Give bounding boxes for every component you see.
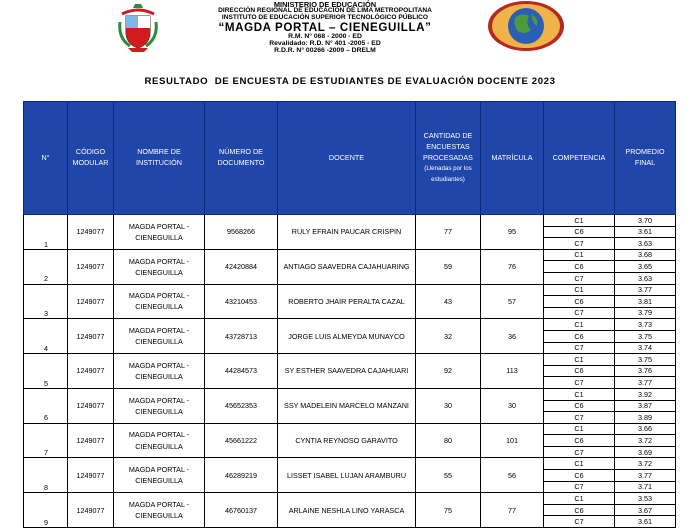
final-average-cell: 3.70 — [615, 215, 676, 227]
row-number: 1 — [24, 215, 68, 250]
table-row — [24, 388, 676, 400]
teacher-name-cell: JORGE LUIS ALMEYDA MUNAYCO — [278, 319, 416, 354]
competency-cell: C6 — [544, 330, 615, 342]
final-average-cell: 3.89 — [615, 412, 676, 424]
competency-cell: C7 — [544, 481, 615, 493]
teacher-name-cell: ROBERTO JHAIR PERALTA CAZAL — [278, 284, 416, 319]
table-row — [24, 249, 676, 261]
institution-cell: MAGDA PORTAL - CIENEGUILLA — [114, 284, 205, 319]
surveys-processed-cell: 92 — [416, 354, 481, 389]
institution-cell: MAGDA PORTAL - CIENEGUILLA — [114, 423, 205, 458]
letterhead — [0, 0, 700, 58]
final-average-cell: 3.61 — [615, 226, 676, 238]
document-number-cell: 9568266 — [205, 215, 278, 250]
column-header-codigo-modular: CÓDIGO MODULAR — [68, 102, 114, 215]
enrollment-cell: 76 — [481, 249, 544, 284]
competency-cell: C7 — [544, 307, 615, 319]
final-average-cell: 3.75 — [615, 330, 676, 342]
codigo-modular-cell: 1249077 — [68, 423, 114, 458]
table-row — [24, 215, 676, 227]
enrollment-cell: 36 — [481, 319, 544, 354]
institution-cell: MAGDA PORTAL - CIENEGUILLA — [114, 319, 205, 354]
row-number: 7 — [24, 423, 68, 458]
rdr-number: R.D.R. N° 00266 -2009 – DRELM — [274, 47, 376, 54]
codigo-modular-cell: 1249077 — [68, 354, 114, 389]
document-number-cell: 45652353 — [205, 388, 278, 423]
column-header-cantidad-note: (Llenadas por los estudiantes) — [424, 165, 472, 184]
surveys-processed-cell: 43 — [416, 284, 481, 319]
enrollment-cell: 113 — [481, 354, 544, 389]
surveys-processed-cell: 77 — [416, 215, 481, 250]
competency-cell: C1 — [544, 249, 615, 261]
final-average-cell: 3.69 — [615, 446, 676, 458]
row-number: 8 — [24, 458, 68, 493]
column-header-cantidad-label: CANTIDAD DE ENCUESTAS PROCESADAS — [423, 131, 473, 162]
competency-cell: C1 — [544, 215, 615, 227]
institution-cell: MAGDA PORTAL - CIENEGUILLA — [114, 215, 205, 250]
table-row — [24, 284, 676, 296]
final-average-cell: 3.72 — [615, 435, 676, 447]
column-header-matricula: MATRÍCULA — [481, 102, 544, 215]
page-title: RESULTADO DE ENCUESTA DE ESTUDIANTES DE EVALUACIÓN DOCENTE 2023 — [144, 76, 556, 87]
final-average-cell: 3.63 — [615, 272, 676, 284]
final-average-cell: 3.77 — [615, 470, 676, 482]
document-number-cell: 44284573 — [205, 354, 278, 389]
codigo-modular-cell: 1249077 — [68, 249, 114, 284]
competency-cell: C6 — [544, 261, 615, 273]
competency-cell: C6 — [544, 296, 615, 308]
row-number: 3 — [24, 284, 68, 319]
competency-cell: C7 — [544, 238, 615, 250]
institute-type: INSTITUTO DE EDUCACIÓN SUPERIOR TECNOLÓGICO PÚBLICO — [221, 14, 429, 21]
codigo-modular-cell: 1249077 — [68, 458, 114, 493]
teacher-name-cell: ARLAINE NESHLA LINO YARASCA — [278, 493, 416, 528]
competency-cell: C6 — [544, 504, 615, 516]
final-average-cell: 3.63 — [615, 238, 676, 250]
competency-cell: C1 — [544, 423, 615, 435]
competency-cell: C6 — [544, 435, 615, 447]
codigo-modular-cell: 1249077 — [68, 493, 114, 528]
rm-number: R.M. N° 068 - 2000 - ED — [288, 33, 362, 40]
teacher-name-cell: SY ESTHER SAAVEDRA CAJAHUARI — [278, 354, 416, 389]
competency-cell: C6 — [544, 365, 615, 377]
enrollment-cell: 30 — [481, 388, 544, 423]
enrollment-cell: 101 — [481, 423, 544, 458]
column-header-promedio: PROMEDIO FINAL — [615, 102, 676, 215]
document-number-cell: 42420884 — [205, 249, 278, 284]
document-number-cell: 43210453 — [205, 284, 278, 319]
institution-cell: MAGDA PORTAL - CIENEGUILLA — [114, 388, 205, 423]
teacher-name-cell: LISSET ISABEL LUJAN ARAMBURU — [278, 458, 416, 493]
institution-cell: MAGDA PORTAL - CIENEGUILLA — [114, 249, 205, 284]
row-number: 6 — [24, 388, 68, 423]
final-average-cell: 3.75 — [615, 354, 676, 366]
table-row — [24, 493, 676, 505]
institution-cell: MAGDA PORTAL - CIENEGUILLA — [114, 493, 205, 528]
column-header-number: N° — [24, 102, 68, 215]
teacher-name-cell: SSY MADELEIN MARCELO MANZANI — [278, 388, 416, 423]
revalidation: Revalidado: R.D. N° 401 -2005 - ED — [269, 40, 381, 47]
institute-name: “MAGDA PORTAL – CIENEGUILLA” — [218, 21, 432, 34]
final-average-cell: 3.77 — [615, 284, 676, 296]
enrollment-cell: 57 — [481, 284, 544, 319]
column-header-docente: DOCENTE — [278, 102, 416, 215]
competency-cell: C1 — [544, 354, 615, 366]
document-number-cell: 43728713 — [205, 319, 278, 354]
competency-cell: C1 — [544, 458, 615, 470]
final-average-cell: 3.67 — [615, 504, 676, 516]
column-header-competencia: COMPETENCIA — [544, 102, 615, 215]
surveys-processed-cell: 55 — [416, 458, 481, 493]
institute-globe-logo-icon — [487, 0, 565, 52]
codigo-modular-cell: 1249077 — [68, 319, 114, 354]
surveys-processed-cell: 75 — [416, 493, 481, 528]
ministry-name: MINISTERIO DE EDUCACIÓN — [273, 0, 377, 9]
enrollment-cell: 95 — [481, 215, 544, 250]
final-average-cell: 3.71 — [615, 481, 676, 493]
regional-direction: DIRECCIÓN REGIONAL DE EDUCACIÓN DE LIMA METROPOLITANA — [218, 7, 432, 14]
final-average-cell: 3.87 — [615, 400, 676, 412]
competency-cell: C7 — [544, 377, 615, 389]
column-header-institucion: NOMBRE DE INSTITUCIÓN — [114, 102, 205, 215]
competency-cell: C7 — [544, 272, 615, 284]
enrollment-cell: 56 — [481, 458, 544, 493]
competency-cell: C1 — [544, 284, 615, 296]
final-average-cell: 3.74 — [615, 342, 676, 354]
codigo-modular-cell: 1249077 — [68, 215, 114, 250]
teacher-name-cell: RULY EFRAIN PAUCAR CRISPIN — [278, 215, 416, 250]
institution-cell: MAGDA PORTAL - CIENEGUILLA — [114, 458, 205, 493]
document-number-cell: 46760137 — [205, 493, 278, 528]
survey-results-table — [23, 101, 676, 528]
row-number: 5 — [24, 354, 68, 389]
final-average-cell: 3.72 — [615, 458, 676, 470]
column-header-documento: NÚMERO DE DOCUMENTO — [205, 102, 278, 215]
surveys-processed-cell: 80 — [416, 423, 481, 458]
table-row — [24, 458, 676, 470]
row-number: 2 — [24, 249, 68, 284]
competency-cell: C1 — [544, 388, 615, 400]
competency-cell: C7 — [544, 342, 615, 354]
competency-cell: C6 — [544, 226, 615, 238]
competency-cell: C6 — [544, 400, 615, 412]
competency-cell: C7 — [544, 516, 615, 528]
final-average-cell: 3.79 — [615, 307, 676, 319]
teacher-name-cell: ANTIAGO SAAVEDRA CAJAHUARING — [278, 249, 416, 284]
final-average-cell: 3.66 — [615, 423, 676, 435]
surveys-processed-cell: 30 — [416, 388, 481, 423]
row-number: 4 — [24, 319, 68, 354]
teacher-name-cell: CYNTIA REYNOSO GARAVITO — [278, 423, 416, 458]
document-number-cell: 46289219 — [205, 458, 278, 493]
document-number-cell: 45661222 — [205, 423, 278, 458]
codigo-modular-cell: 1249077 — [68, 388, 114, 423]
competency-cell: C7 — [544, 446, 615, 458]
competency-cell: C7 — [544, 412, 615, 424]
surveys-processed-cell: 32 — [416, 319, 481, 354]
enrollment-cell: 77 — [481, 493, 544, 528]
column-header-cantidad — [416, 102, 481, 215]
table-row — [24, 354, 676, 366]
row-number: 9 — [24, 493, 68, 528]
final-average-cell: 3.76 — [615, 365, 676, 377]
competency-cell: C6 — [544, 470, 615, 482]
final-average-cell: 3.68 — [615, 249, 676, 261]
final-average-cell: 3.92 — [615, 388, 676, 400]
table-row — [24, 319, 676, 331]
table-row — [24, 423, 676, 435]
final-average-cell: 3.73 — [615, 319, 676, 331]
table-header-row — [24, 102, 676, 215]
surveys-processed-cell: 59 — [416, 249, 481, 284]
final-average-cell: 3.81 — [615, 296, 676, 308]
codigo-modular-cell: 1249077 — [68, 284, 114, 319]
competency-cell: C1 — [544, 493, 615, 505]
competency-cell: C1 — [544, 319, 615, 331]
institution-cell: MAGDA PORTAL - CIENEGUILLA — [114, 354, 205, 389]
final-average-cell: 3.61 — [615, 516, 676, 528]
final-average-cell: 3.65 — [615, 261, 676, 273]
final-average-cell: 3.53 — [615, 493, 676, 505]
peru-coat-of-arms-icon — [116, 0, 160, 52]
final-average-cell: 3.77 — [615, 377, 676, 389]
